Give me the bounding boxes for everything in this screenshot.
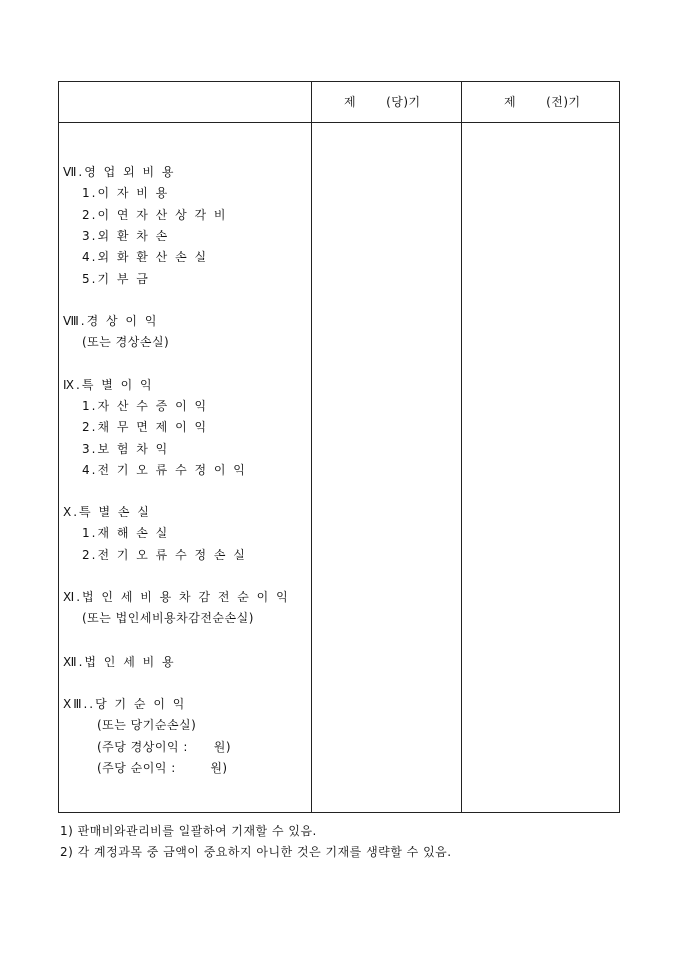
section-extraordinary-gains: Ⅸ.특 별 이 익 — [63, 378, 154, 392]
item-disaster-loss: 1.재 해 손 실 — [82, 526, 170, 540]
header-previous-term — [504, 82, 581, 122]
footnote-1: 1) 판매비와관리비를 일괄하여 기재할 수 있음. — [60, 824, 317, 838]
header-current-suffix: (당)기 — [386, 95, 421, 109]
section-non-operating-expenses: Ⅶ.영 업 외 비 용 — [63, 165, 176, 179]
item-prior-period-correction-gain: 4.전 기 오 류 수 정 이 익 — [82, 463, 247, 477]
header-current-term — [344, 82, 421, 122]
item-interest-expense: 1.이 자 비 용 — [82, 186, 170, 200]
section-net-loss-alt: (또는 당기순손실) — [97, 718, 197, 732]
section-net-income: ⅩⅢ..당 기 순 이 익 — [63, 697, 187, 711]
item-debt-forgiveness-gain: 2.채 무 면 제 이 익 — [82, 420, 209, 434]
section-income-tax-expense: Ⅻ.법 인 세 비 용 — [63, 655, 176, 669]
header-previous-suffix: (전)기 — [546, 95, 581, 109]
header-previous-prefix: 제 — [504, 95, 517, 109]
section-extraordinary-losses: Ⅹ.특 별 손 실 — [63, 505, 151, 519]
item-donations: 5.기 부 금 — [82, 272, 150, 286]
item-deferred-asset-amortization: 2.이 연 자 산 상 각 비 — [82, 208, 228, 222]
item-asset-donation-gain: 1.자 산 수 증 이 익 — [82, 399, 209, 413]
income-statement-table — [58, 81, 620, 813]
item-fx-translation-loss: 4.외 화 환 산 손 실 — [82, 250, 209, 264]
section-loss-before-tax-alt: (또는 법인세비용차감전순손실) — [82, 611, 254, 625]
section-ordinary-loss-alt: (또는 경상손실) — [82, 335, 170, 349]
column-divider-previous — [461, 82, 462, 812]
net-income-per-share: (주당 순이익 : 원) — [97, 761, 228, 775]
item-fx-loss: 3.외 환 차 손 — [82, 229, 170, 243]
item-insurance-gain: 3.보 험 차 익 — [82, 442, 170, 456]
section-income-before-tax: Ⅺ.법 인 세 비 용 차 감 전 순 이 익 — [63, 590, 290, 604]
section-ordinary-income: Ⅷ.경 상 이 익 — [63, 314, 159, 328]
footnote-2: 2) 각 계정과목 중 금액이 중요하지 아니한 것은 기재를 생략할 수 있음. — [60, 845, 452, 859]
header-divider — [59, 122, 619, 123]
column-divider-current — [311, 82, 312, 812]
item-prior-period-correction-loss: 2.전 기 오 류 수 정 손 실 — [82, 548, 247, 562]
header-current-prefix: 제 — [344, 95, 357, 109]
ordinary-income-per-share: (주당 경상이익 : 원) — [97, 740, 232, 754]
